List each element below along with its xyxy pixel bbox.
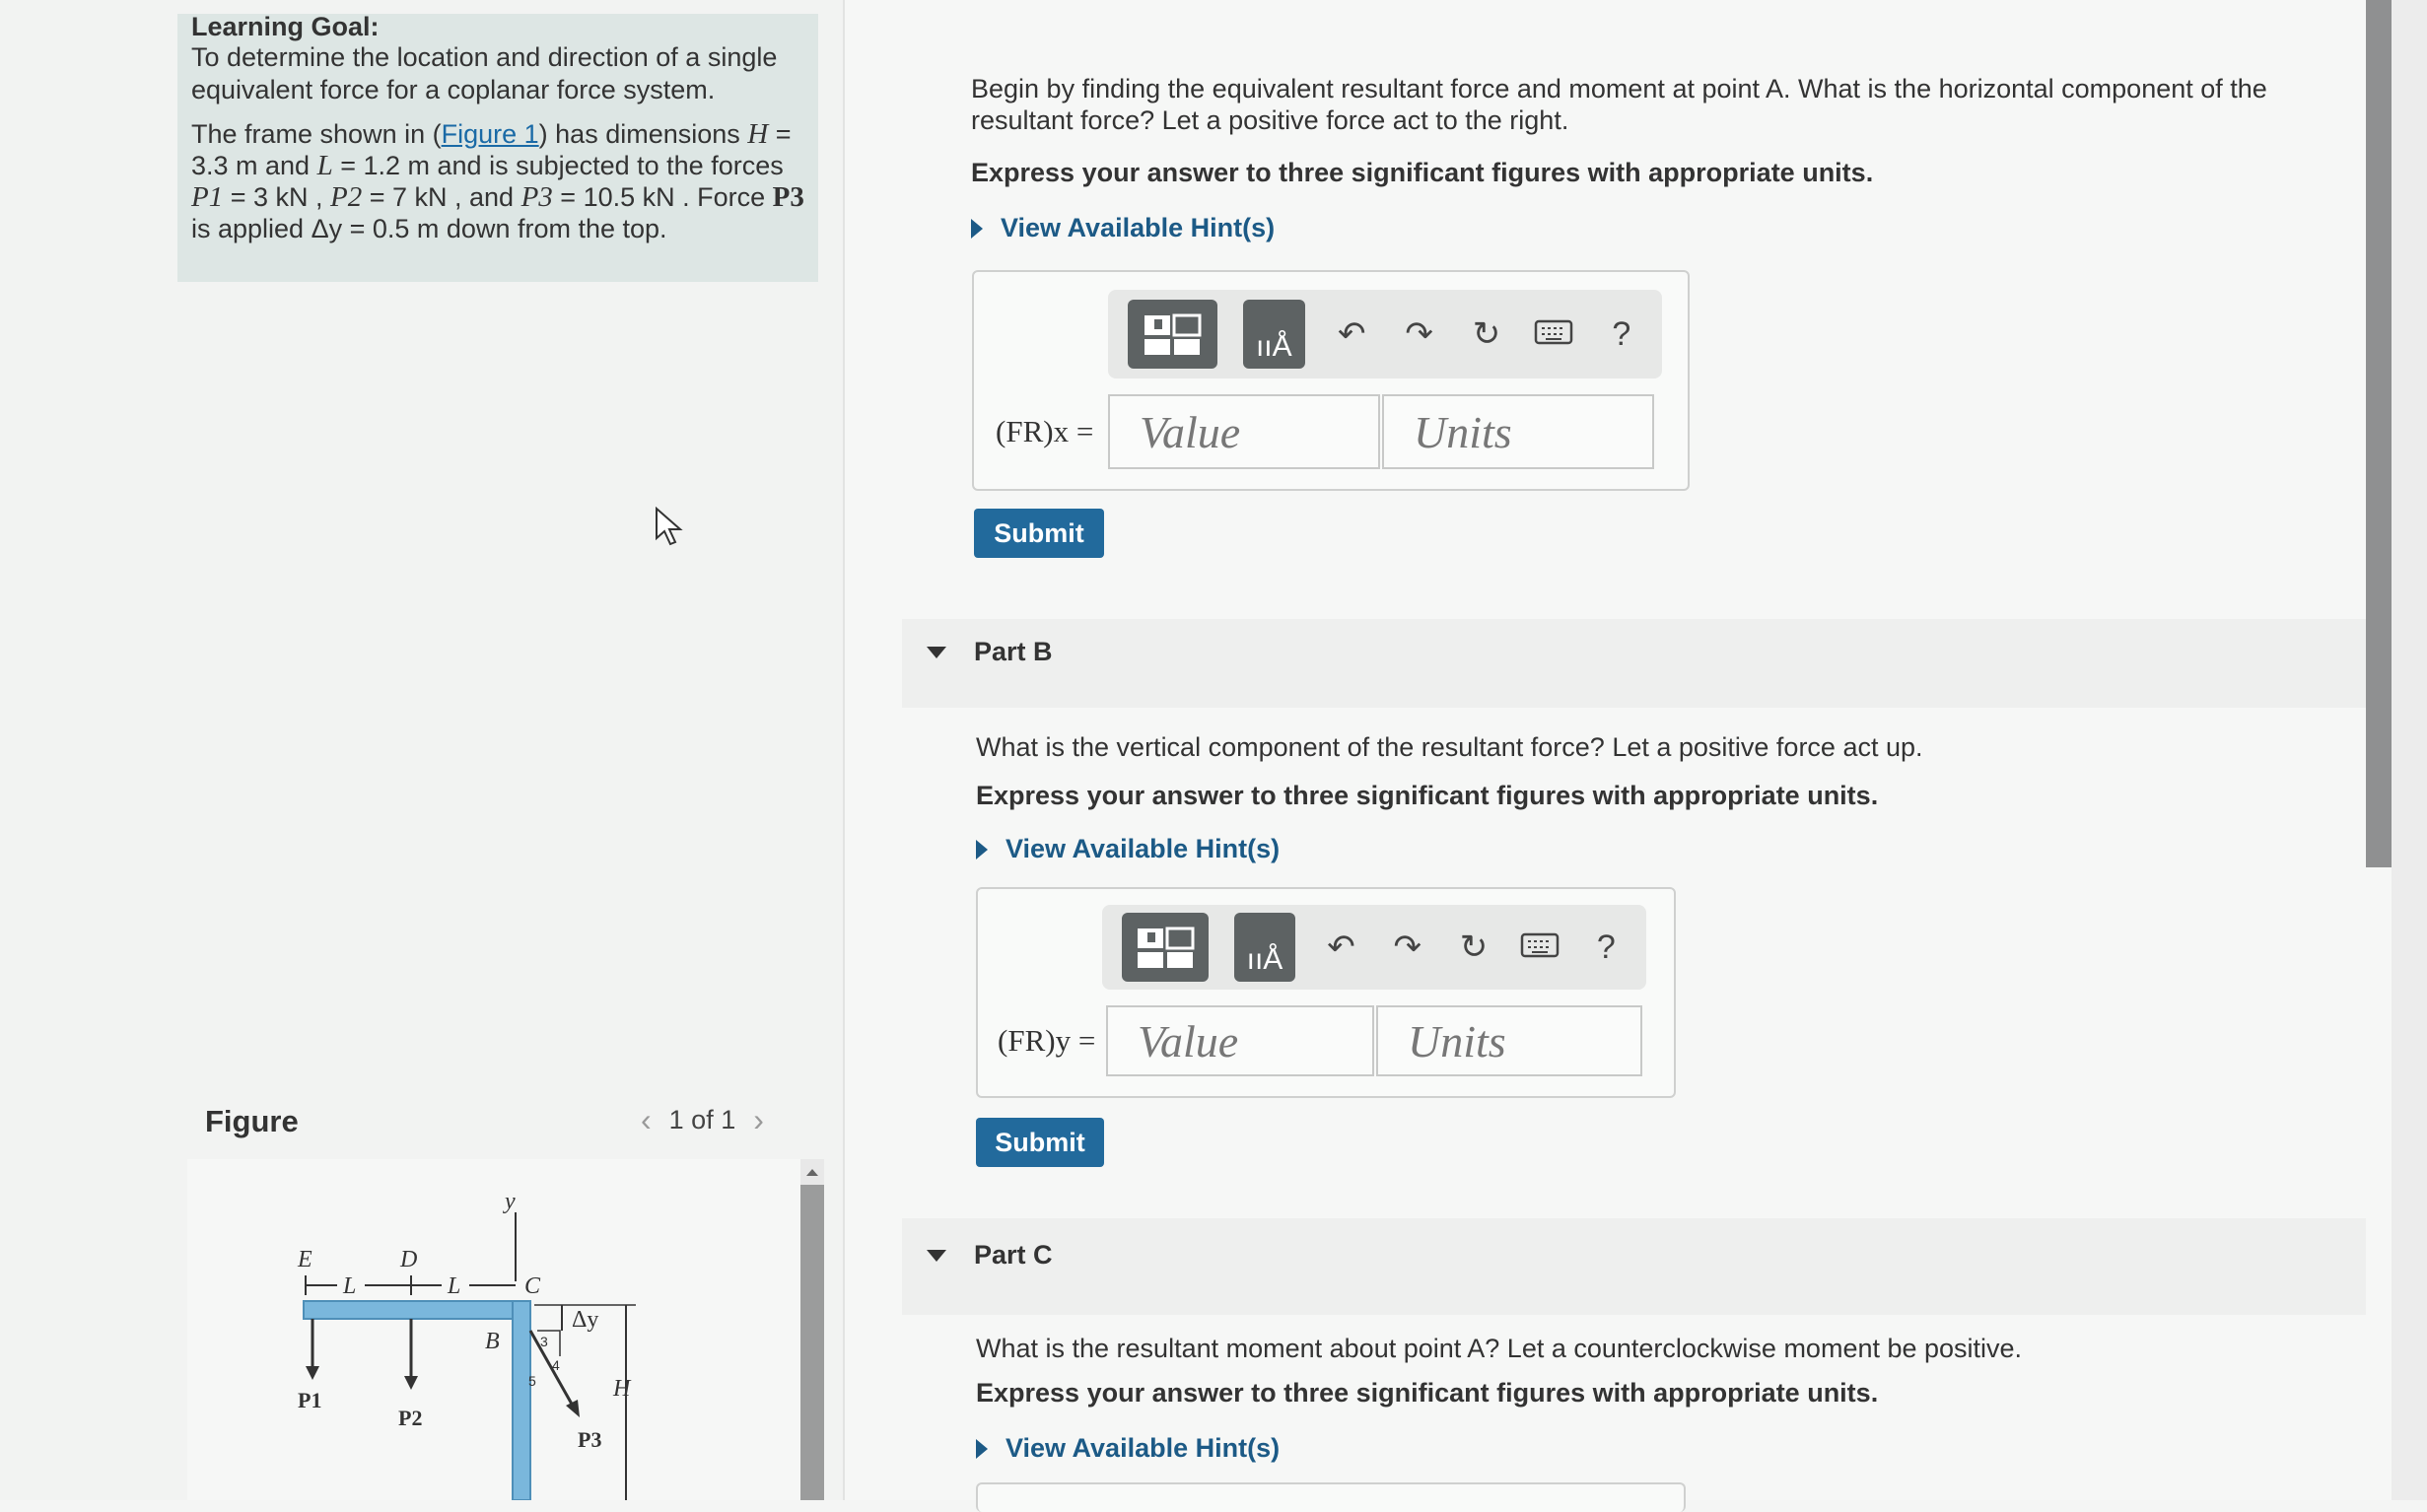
slope-3: 3 (540, 1334, 548, 1349)
force-P3-arrow (530, 1331, 574, 1408)
templates-icon[interactable] (1128, 300, 1217, 369)
partB-submit-button[interactable]: Submit (976, 1118, 1104, 1167)
figure-pager (641, 1102, 764, 1138)
frame-diagram (286, 1183, 680, 1500)
label-y: y (505, 1189, 516, 1214)
symbols-icon[interactable] (1243, 300, 1306, 369)
next-figure-icon[interactable]: › (753, 1102, 764, 1137)
templates-icon[interactable] (1122, 913, 1209, 982)
help-icon[interactable]: ? (1612, 314, 1631, 353)
partC-instruction: Express your answer to three significant figures with appropriate units. (976, 1378, 1879, 1408)
figure-title: Figure (205, 1104, 299, 1138)
figure-link[interactable]: Figure 1 (441, 119, 539, 149)
redo-icon[interactable]: ↷ (1393, 928, 1422, 966)
label-B: B (485, 1329, 500, 1354)
mouse-cursor-icon (655, 507, 684, 546)
learning-goal-box (177, 14, 818, 282)
symbols-icon[interactable] (1234, 913, 1295, 982)
page-scrollbar[interactable] (2392, 0, 2427, 1500)
partC-hint-toggle[interactable] (976, 1433, 1280, 1464)
learning-goal-text: To determine the location and direction of a single equivalent force for a coplanar force system. (191, 42, 778, 104)
arrowhead (404, 1376, 418, 1390)
partA-toolbar (1108, 290, 1662, 378)
vector-P3: P3 (772, 181, 804, 213)
partC-hint-label: View Available Hint(s) (1005, 1433, 1281, 1463)
symbols-label: ııÅ (1255, 330, 1292, 363)
help-icon[interactable]: ? (1596, 928, 1616, 966)
problem-text-part: ) has dimensions (538, 119, 748, 149)
undo-icon[interactable]: ↶ (1338, 315, 1366, 353)
undo-icon[interactable]: ↶ (1327, 928, 1355, 966)
var-P2: P2 (330, 181, 363, 213)
partA-instruction: Express your answer to three significant figures with appropriate units. (971, 158, 1874, 187)
slope-5: 5 (528, 1373, 536, 1389)
label-P2: P2 (398, 1406, 423, 1430)
partB-label: (FR)y = (998, 1023, 1096, 1058)
expand-icon (976, 840, 988, 859)
partA-value-field[interactable]: Value (1108, 394, 1380, 469)
scroll-up-icon[interactable] (802, 1165, 822, 1179)
vertical-member (513, 1301, 530, 1500)
partA-label: (FR)x = (996, 414, 1094, 448)
partA-hint-label: View Available Hint(s) (1001, 213, 1276, 242)
partB-hint-toggle[interactable] (976, 834, 1280, 864)
keyboard-icon[interactable] (1533, 315, 1574, 354)
label-L1: L (343, 1273, 357, 1299)
partC-header[interactable] (927, 1240, 1053, 1271)
problem-text-part: = 3.3 m and (191, 119, 792, 180)
partB-hint-label: View Available Hint(s) (1005, 834, 1281, 863)
partB-header-band (902, 619, 2366, 708)
partC-title: Part C (974, 1240, 1053, 1270)
partC-answer-box (976, 1482, 1686, 1512)
label-P3: P3 (578, 1427, 602, 1452)
arrowhead (566, 1400, 580, 1417)
expand-icon (971, 219, 983, 239)
problem-text-part: = 1.2 m and is subjected to the forces (332, 151, 784, 180)
figure-scrollbar-thumb[interactable] (800, 1185, 824, 1500)
var-L: L (316, 150, 333, 181)
label-dy: Δy (572, 1307, 599, 1333)
partA-submit-button[interactable]: Submit (974, 509, 1104, 558)
arrowhead (306, 1366, 319, 1380)
symbols-label: ııÅ (1246, 943, 1283, 976)
label-E: E (298, 1247, 312, 1272)
partA-hint-toggle[interactable] (971, 213, 1275, 243)
partB-title: Part B (974, 637, 1053, 666)
learning-goal-title: Learning Goal: (191, 12, 380, 41)
problem-text-part: is applied Δy = 0.5 m down from the top. (191, 214, 667, 243)
collapse-icon (927, 647, 946, 658)
collapse-icon (927, 1250, 946, 1262)
partB-question: What is the vertical component of the resultant force? Let a positive force act up. (976, 732, 1923, 762)
prev-figure-icon[interactable]: ‹ (641, 1102, 652, 1137)
var-H: H (747, 118, 769, 150)
partC-question: What is the resultant moment about point A? Let a counterclockwise moment be positive. (976, 1334, 2023, 1363)
page-scrollbar-thumb[interactable] (2366, 0, 2392, 867)
partB-value-field[interactable]: Value (1106, 1005, 1374, 1076)
label-L2: L (448, 1273, 461, 1299)
keyboard-icon[interactable] (1520, 928, 1560, 967)
problem-text-part: The frame shown in ( (191, 119, 442, 149)
partC-header-band (902, 1218, 2366, 1315)
top-beam (304, 1301, 530, 1319)
slope-4: 4 (552, 1357, 560, 1373)
redo-icon[interactable]: ↷ (1405, 315, 1433, 353)
label-H: H (613, 1376, 631, 1402)
problem-statement (191, 118, 804, 244)
expand-icon (976, 1439, 988, 1459)
partA-units-field[interactable]: Units (1382, 394, 1654, 469)
var-P1: P1 (191, 181, 224, 213)
problem-text-part: = 3 kN , (223, 182, 331, 212)
partB-header[interactable] (927, 637, 1053, 667)
label-P1: P1 (298, 1388, 322, 1412)
reset-icon[interactable]: ↻ (1472, 315, 1501, 353)
partB-instruction: Express your answer to three significant figures with appropriate units. (976, 781, 1879, 810)
partB-units-field[interactable]: Units (1376, 1005, 1642, 1076)
label-D: D (400, 1247, 418, 1272)
partB-toolbar (1102, 905, 1646, 990)
figure-page-count: 1 of 1 (668, 1105, 736, 1134)
problem-text-part: = 7 kN , and (362, 182, 521, 212)
partA-question: Begin by finding the equivalent resultant force and moment at point A. What is the horizontal component of the resultant force? Let a positive force act to the right. (971, 74, 2267, 135)
label-C: C (524, 1273, 541, 1299)
reset-icon[interactable]: ↻ (1459, 928, 1489, 966)
var-P3: P3 (520, 181, 553, 213)
problem-text-part: = 10.5 kN . Force (552, 182, 773, 212)
